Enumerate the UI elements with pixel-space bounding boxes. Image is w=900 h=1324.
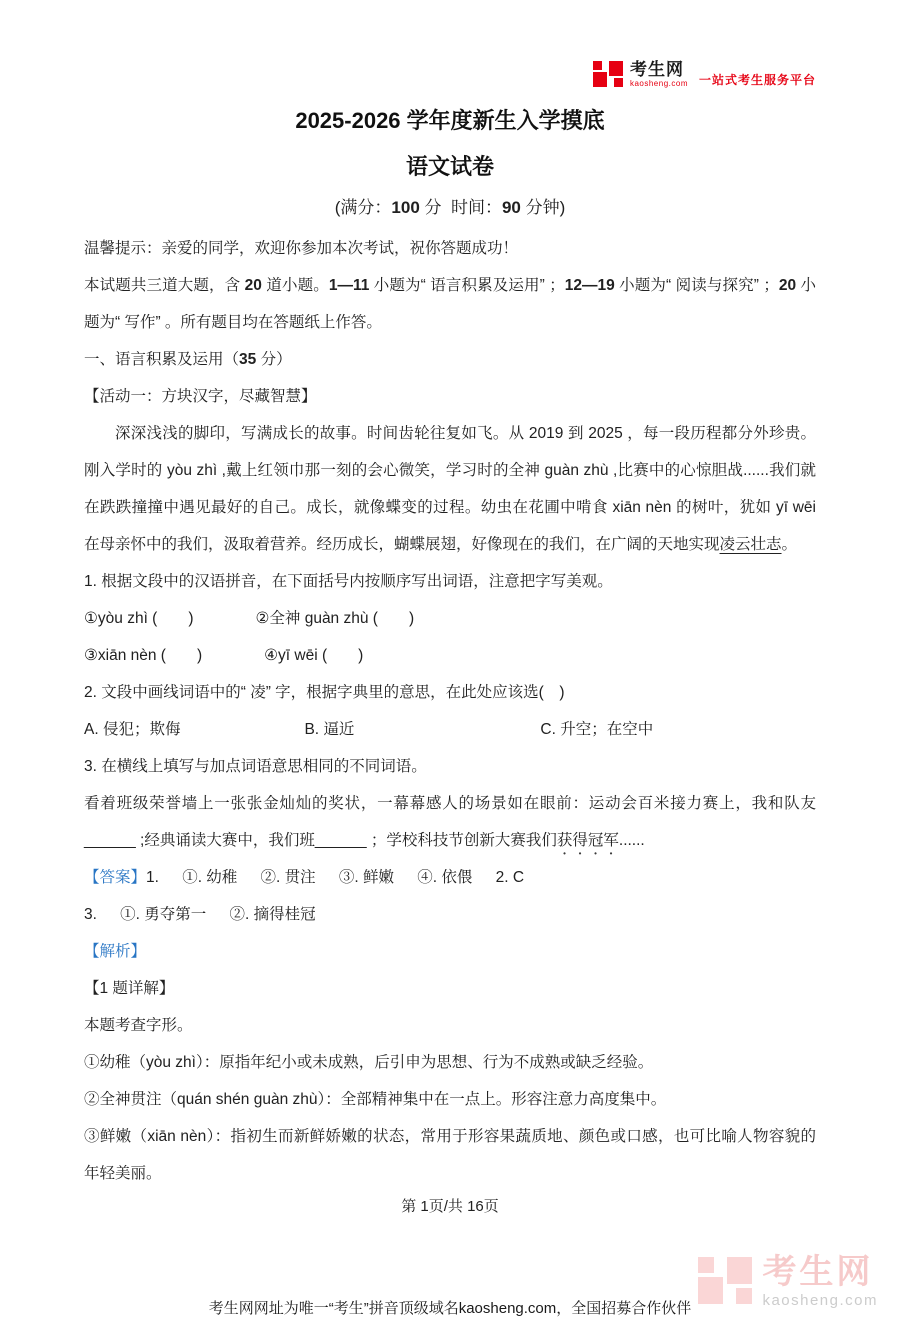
page-number: 第 1页/共 16页	[401, 1198, 499, 1215]
analysis-heading: 【解析】	[84, 943, 147, 960]
question-1: 1. 根据文段中的汉语拼音，在下面括号内按顺序写出词语，注意把字写美观。	[84, 573, 613, 590]
brand-domain: kaosheng.com	[629, 78, 688, 88]
document-page	[0, 50, 900, 1220]
explain-word-1: ①幼稚（yòu zhì）：原指年纪小或未成熟，后引申为思想、行为不成熟或缺乏经验。	[84, 1054, 654, 1071]
document-body	[84, 230, 821, 1192]
fill-blank-paragraph: 看着班级荣誉墙上一张张金灿灿的奖状，一幕幕感人的场景如在眼前：运动会百米接力赛上，我和队友______ ;经典诵读大赛中，我们班______ ；学校科技节创新大赛我们获得冠军......	[84, 795, 816, 849]
notice-line: 温馨提示：亲爱的同学，欢迎你参加本次考试，祝你答题成功！	[84, 240, 519, 257]
explain-intro: 本题考查字形。	[84, 1017, 193, 1034]
footer-note: 考生网网址为唯一“考生”拼音顶级域名kaosheng.com，全国招募合作伙伴	[208, 1300, 692, 1317]
answer-line: 【答案】1. ①. 幼稚 ②. 贯注 ③. 鲜嫩 ④. 依偎 2. C	[84, 869, 525, 886]
exam-meta: (满分：100 分 时间：90 分钟)	[334, 198, 566, 217]
pinyin-blank-row-2: ③xiān nèn ( ) ④yī wēi ( )	[84, 647, 364, 664]
passage-paragraph: 深深浅浅的脚印，写满成长的故事。时间齿轮往复如飞。从 2019 到 2025 ，每一段历程都分外珍贵。刚入学时的 yòu zhì ,戴上红领巾那一刻的会心微笑，学习时的全神 guàn zhù ,比赛中的心惊胆战......我们就在跌跌撞撞中遇见最好的自己。成长，就像蝶变的过程。幼虫在花圃中啃食 xiān nèn 的树叶，犹如 yī wēi 在母亲怀中的我们，汲取着营养。经历成长，蝴蝶展翅，好像现在的我们，在广阔的天地实现凌云壮志。	[84, 425, 821, 553]
intro-paragraph: 本试题共三道大题，含 20 道小题。1—11 小题为“ 语言积累及运用” ；12—19 小题为“ 阅读与探究” ；20 小题为“ 写作” 。所有题目均在答题纸上作答。	[84, 277, 817, 331]
explain-word-2: ②全神贯注（quán shén guàn zhù）：全部精神集中在一点上。形容注意力高度集中。	[84, 1091, 667, 1108]
question-2: 2. 文段中画线词语中的“ 凌” 字，根据字典里的意思，在此处应该选( )	[84, 684, 565, 701]
watermark-brand-domain: kaosheng.com	[762, 1291, 878, 1309]
brand-text-block	[630, 61, 688, 88]
exam-title-line1: 2025-2026 学年度新生入学摸底	[295, 108, 605, 133]
watermark-brand-name: 考生网	[762, 1252, 874, 1291]
brand-tagline: 一站式考生服务平台	[698, 72, 816, 87]
question-3: 3. 在横线上填写与加点词语意思相同的不同词语。	[84, 758, 427, 775]
section-heading: 一、语言积累及运用（35 分）	[84, 351, 292, 368]
header-logo	[593, 58, 816, 90]
kaosheng-logo-icon	[593, 58, 623, 90]
exam-title-line2: 语文试卷	[405, 154, 494, 179]
explain-word-3: ③鲜嫩（xiān nèn）：指初生而新鲜娇嫩的状态，常用于形容果蔬质地、颜色或口感，也可比喻人物容貌的年轻美丽。	[84, 1128, 816, 1182]
answer-line-2: 3. ①. 勇夺第一 ②. 摘得桂冠	[84, 906, 316, 923]
brand-name: 考生网	[629, 59, 684, 79]
activity-heading: 【活动一：方块汉字，尽藏智慧】	[84, 388, 317, 405]
options-row: A. 侵犯；欺侮 B. 逼近 C. 升空；在空中	[84, 721, 654, 738]
q1-explain-heading: 【1 题详解】	[84, 980, 175, 997]
pinyin-blank-row-1: ①yòu zhì ( ) ②全神 guàn zhù ( )	[84, 610, 415, 627]
